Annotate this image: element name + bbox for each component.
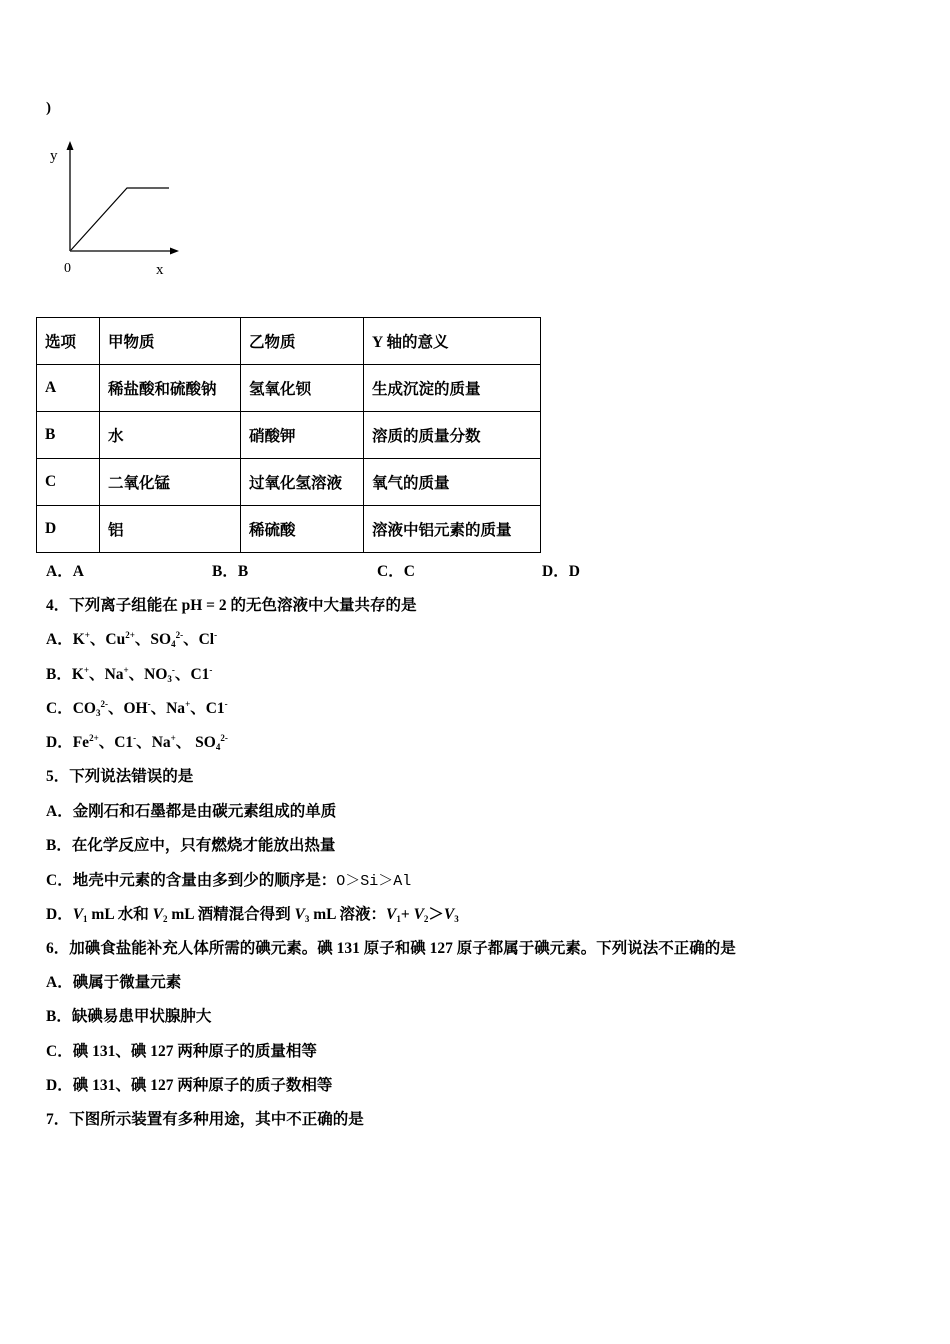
- table-cell: 稀盐酸和硫酸钠: [100, 365, 241, 412]
- q6-option-d: D．碘 131、碘 127 两种原子的质子数相等: [46, 1077, 333, 1094]
- table-header: Y 轴的意义: [364, 318, 541, 365]
- table-cell: 稀硫酸: [241, 506, 364, 553]
- table-row: [37, 459, 541, 506]
- table-cell: D: [37, 506, 100, 553]
- origin-label: 0: [64, 261, 71, 276]
- q3-option-b: B．B: [212, 563, 249, 580]
- table-cell: 水: [100, 412, 241, 459]
- table-cell: 过氧化氢溶液: [241, 459, 364, 506]
- q5-option-a: A．金刚石和石墨都是由碳元素组成的单质: [46, 803, 337, 820]
- y-axis-arrow: [67, 141, 74, 150]
- table-cell: 硝酸钾: [241, 412, 364, 459]
- x-axis-arrow: [170, 248, 179, 255]
- table-cell: 铝: [100, 506, 241, 553]
- table-header: 选项: [37, 318, 100, 365]
- table-cell: 溶质的质量分数: [364, 412, 541, 459]
- table-cell: 二氧化锰: [100, 459, 241, 506]
- x-axis-label: x: [156, 262, 164, 278]
- table-header: 甲物质: [100, 318, 241, 365]
- q3-option-a: A．A: [46, 563, 84, 580]
- q4-option-c: C．$CO_3^{2-}$、OH-、Na+、C1-: [46, 699, 228, 718]
- graph-curve: [71, 188, 169, 250]
- q5-option-d: D．$V_1$ mL 水和 $V_2$ mL 酒精混合得到 $V_3$ mL 溶液：$V_1+ V_2>V_3$: [46, 906, 459, 924]
- q5-option-b: B．在化学反应中，只有燃烧才能放出热量: [46, 837, 336, 854]
- q3-option-c: C．C: [377, 563, 415, 580]
- options-table: [36, 317, 541, 553]
- q3-option-d: D．D: [542, 563, 580, 580]
- q7-stem: 7．下图所示装置有多种用途，其中不正确的是: [46, 1111, 364, 1128]
- table-cell: C: [37, 459, 100, 506]
- q5-stem: 5．下列说法错误的是: [46, 768, 194, 785]
- table-row: [37, 506, 541, 553]
- table-cell: 生成沉淀的质量: [364, 365, 541, 412]
- q6-option-a: A．碘属于微量元素: [46, 974, 182, 991]
- table-row: [37, 365, 541, 412]
- q6-stem: 6．加碘食盐能补充人体所需的碘元素。碘 131 原子和碘 127 原子都属于碘元素。下列说法不正确的是: [46, 940, 736, 957]
- q4-stem: 4．下列离子组能在 pH = 2 的无色溶液中大量共存的是: [46, 597, 417, 614]
- table-row: [37, 412, 541, 459]
- q4-option-b: B．K+、Na+、$NO_3^-$、C1-: [46, 665, 213, 684]
- table-header-row: [37, 318, 541, 365]
- table-cell: 溶液中铝元素的质量: [364, 506, 541, 553]
- table-cell: B: [37, 412, 100, 459]
- q4-option-d: D．$Fe^{2+}$、C1-、Na+、 $SO_4^{2-}$: [46, 733, 228, 752]
- y-axis-label: y: [50, 148, 58, 164]
- table-cell: A: [37, 365, 100, 412]
- table-header: 乙物质: [241, 318, 364, 365]
- line-graph: [40, 138, 190, 283]
- q4-option-a: A．K+、$Cu^{2+}$、$SO_4^{2-}$、Cl-: [46, 630, 218, 649]
- table-cell: 氢氧化钡: [241, 365, 364, 412]
- q5-option-c: C．地壳中元素的含量由多到少的顺序是：O＞Si＞Al: [46, 872, 412, 890]
- q6-option-b: B．缺碘易患甲状腺肿大: [46, 1008, 212, 1025]
- q6-option-c: C．碘 131、碘 127 两种原子的质量相等: [46, 1043, 317, 1060]
- fragment-paren: ): [46, 100, 51, 116]
- table-cell: 氧气的质量: [364, 459, 541, 506]
